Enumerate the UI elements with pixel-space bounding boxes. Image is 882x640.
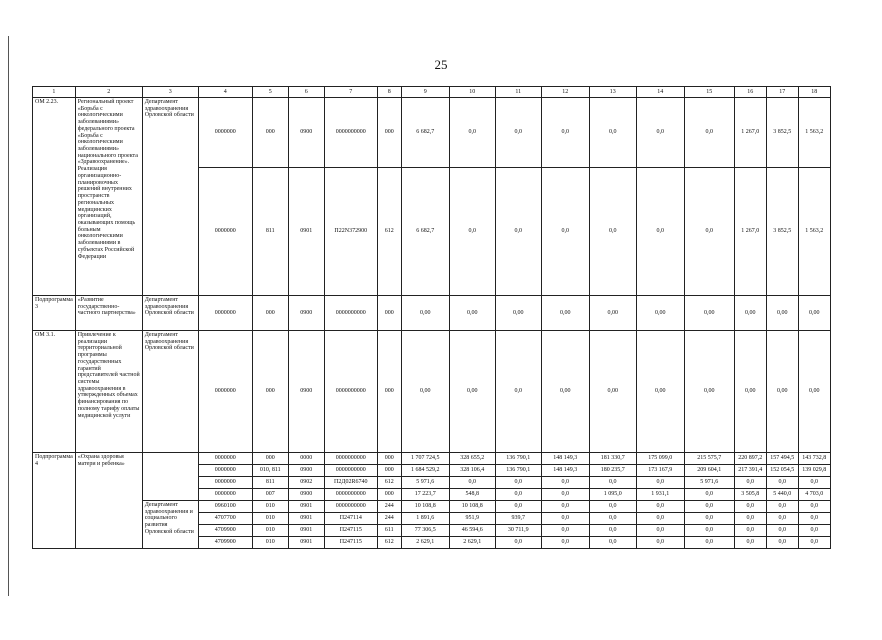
table-cell: 0,0: [495, 168, 541, 296]
table-cell: 30 711,9: [495, 525, 541, 537]
table-cell: 6 682,7: [401, 98, 449, 168]
table-cell: 6 682,7: [401, 168, 449, 296]
group-name: «Развитие государственно-частного партнерства»: [75, 296, 142, 331]
group-executor: Департамент здравоохранения Орловской области: [142, 331, 198, 453]
table-cell: 0900: [288, 331, 324, 453]
table-cell: 0960100: [198, 501, 252, 513]
table-cell: 2 629,1: [449, 537, 495, 549]
table-row: [33, 296, 831, 331]
table-cell: 0,00: [684, 331, 734, 453]
table-cell: 0,0: [495, 331, 541, 453]
table-cell: 0,0: [495, 501, 541, 513]
table-cell: 0,00: [589, 296, 636, 331]
table-cell: 0,0: [541, 477, 589, 489]
table-cell: 77 306,5: [401, 525, 449, 537]
header-cell: 14: [636, 87, 684, 98]
table-cell: 951,9: [449, 513, 495, 525]
table-cell: 0000000: [198, 489, 252, 501]
group-code: ОМ 3.1.: [33, 331, 76, 453]
table-cell: 0,0: [495, 489, 541, 501]
table-cell: 0000000: [198, 331, 252, 453]
group-name: «Охрана здоровья матери и ребенка»: [75, 453, 142, 549]
table-cell: 0,0: [766, 501, 798, 513]
table-cell: 0,0: [541, 168, 589, 296]
table-cell: 0,0: [636, 537, 684, 549]
table-cell: 0,0: [589, 168, 636, 296]
header-cell: 15: [684, 87, 734, 98]
table-cell: 215 575,7: [684, 453, 734, 465]
table-cell: 0,00: [798, 296, 830, 331]
header-cell: 4: [198, 87, 252, 98]
table-cell: 1 931,1: [636, 489, 684, 501]
table-cell: 000: [252, 331, 288, 453]
table-cell: 611: [377, 525, 401, 537]
table-cell: 0,0: [589, 501, 636, 513]
table-cell: П247114: [324, 513, 377, 525]
table-cell: 0901: [288, 537, 324, 549]
table-cell: 010: [252, 501, 288, 513]
table-cell: 0,00: [798, 331, 830, 453]
table-cell: 0,0: [636, 168, 684, 296]
table-cell: 000: [377, 489, 401, 501]
header-cell: 9: [401, 87, 449, 98]
page-number: 25: [434, 57, 448, 72]
header-cell: 13: [589, 87, 636, 98]
table-cell: 0,0: [684, 501, 734, 513]
table-cell: 0,0: [495, 98, 541, 168]
table-cell: 0,0: [798, 477, 830, 489]
table-cell: 173 167,9: [636, 465, 684, 477]
table-row: [33, 501, 831, 513]
table-cell: 0,0: [684, 98, 734, 168]
table-cell: 548,8: [449, 489, 495, 501]
group-code: ОМ 2.23.: [33, 98, 76, 296]
table-cell: 1 707 724,5: [401, 453, 449, 465]
table-cell: 010: [252, 525, 288, 537]
table-cell: П247115: [324, 525, 377, 537]
table-cell: 0,00: [734, 296, 766, 331]
table-cell: 0,00: [401, 331, 449, 453]
table-cell: 0,0: [449, 98, 495, 168]
table-cell: П22N372900: [324, 168, 377, 296]
table-cell: 0000000000: [324, 98, 377, 168]
table-cell: 0,0: [589, 513, 636, 525]
table-cell: 1 095,0: [589, 489, 636, 501]
table-cell: 0,0: [798, 525, 830, 537]
table-cell: 4709900: [198, 525, 252, 537]
table-cell: 0900: [288, 98, 324, 168]
table-cell: 0,0: [495, 477, 541, 489]
table-cell: 0,00: [541, 296, 589, 331]
table-cell: 0,0: [495, 537, 541, 549]
group-code: Подпрограмма 3: [33, 296, 76, 331]
table-cell: 000: [252, 453, 288, 465]
table-cell: 157 494,5: [766, 453, 798, 465]
table-cell: 0,00: [766, 331, 798, 453]
table-cell: 5 971,6: [401, 477, 449, 489]
table-cell: 1 563,2: [798, 168, 830, 296]
table-cell: 3 852,5: [766, 168, 798, 296]
table-cell: 0901: [288, 501, 324, 513]
table-cell: 0901: [288, 525, 324, 537]
table-cell: 328 655,2: [449, 453, 495, 465]
table-cell: 0,00: [589, 331, 636, 453]
header-cell: 8: [377, 87, 401, 98]
table-cell: 1 267,0: [734, 168, 766, 296]
table-cell: 0000000: [198, 98, 252, 168]
table-cell: 0000000000: [324, 489, 377, 501]
table-cell: 0000000000: [324, 296, 377, 331]
table-cell: 0,0: [734, 537, 766, 549]
table-cell: 612: [377, 168, 401, 296]
table-cell: П247115: [324, 537, 377, 549]
table-cell: 612: [377, 477, 401, 489]
table-cell: 0000000: [198, 168, 252, 296]
table-cell: 3 505,8: [734, 489, 766, 501]
table-cell: 0,0: [541, 537, 589, 549]
header-cell: 5: [252, 87, 288, 98]
table-cell: 0,00: [541, 331, 589, 453]
table-cell: 000: [377, 453, 401, 465]
table-row: [33, 453, 831, 465]
table-cell: 244: [377, 501, 401, 513]
table-cell: 0,00: [401, 296, 449, 331]
table-cell: 17 223,7: [401, 489, 449, 501]
table-cell: 328 106,4: [449, 465, 495, 477]
table-cell: 0000000000: [324, 453, 377, 465]
header-cell: 18: [798, 87, 830, 98]
header-row: [33, 87, 831, 98]
header-cell: 3: [142, 87, 198, 98]
table-cell: 0900: [288, 296, 324, 331]
table-cell: 0000000: [198, 477, 252, 489]
group-executor: Департамент здравоохранения Орловской области: [142, 296, 198, 331]
table-cell: 1 684 529,2: [401, 465, 449, 477]
table-cell: 0,0: [684, 513, 734, 525]
scan-edge-line: [8, 36, 9, 596]
table-cell: 0,00: [734, 331, 766, 453]
table-cell: 0,0: [636, 477, 684, 489]
table-cell: 000: [377, 98, 401, 168]
table-cell: 0000000000: [324, 465, 377, 477]
table-cell: 0900: [288, 465, 324, 477]
table-cell: 0000: [288, 453, 324, 465]
table-cell: 0,0: [734, 477, 766, 489]
table-cell: 0,00: [766, 296, 798, 331]
table-cell: 10 108,8: [401, 501, 449, 513]
table-body: [33, 98, 831, 549]
table-cell: 0901: [288, 168, 324, 296]
table-cell: 0,0: [734, 513, 766, 525]
table-cell: 0901: [288, 513, 324, 525]
table-cell: 939,7: [495, 513, 541, 525]
group-executor: Департамент здравоохранения Орловской области: [142, 98, 198, 296]
table-cell: 5 971,6: [684, 477, 734, 489]
group-executor: Департамент здравоохранения и социального развития Орловской области: [142, 501, 198, 549]
table-cell: 0,0: [766, 537, 798, 549]
table-cell: 0,0: [636, 513, 684, 525]
table-cell: 0,0: [589, 525, 636, 537]
table-cell: 007: [252, 489, 288, 501]
table-cell: 0,0: [449, 477, 495, 489]
table-cell: 0,00: [449, 331, 495, 453]
executor-empty-cell: [142, 453, 198, 501]
table-cell: 180 235,7: [589, 465, 636, 477]
table-cell: 10 108,8: [449, 501, 495, 513]
group-name: Привлечение к реализации территориальной программы государственных гарантий представителей частной системы здравоохранения в утвержденных объемах финансирования по полному тарифу оплаты медицинской услуги: [75, 331, 142, 453]
table-cell: 46 594,6: [449, 525, 495, 537]
table-cell: 1 267,0: [734, 98, 766, 168]
table-row: [33, 98, 831, 168]
table-cell: 0,0: [589, 98, 636, 168]
table-row: [33, 331, 831, 453]
table-cell: 0902: [288, 477, 324, 489]
table-cell: 010: [252, 513, 288, 525]
table-cell: 0000000: [198, 296, 252, 331]
table-cell: 4707700: [198, 513, 252, 525]
table-cell: 136 790,1: [495, 465, 541, 477]
table-cell: 3 852,5: [766, 98, 798, 168]
table-cell: 209 604,1: [684, 465, 734, 477]
table-cell: 0,00: [495, 296, 541, 331]
table-cell: 0,0: [636, 98, 684, 168]
table-cell: 000: [377, 465, 401, 477]
table-cell: 181 330,7: [589, 453, 636, 465]
table-cell: 811: [252, 168, 288, 296]
table-cell: 0,0: [684, 168, 734, 296]
table-cell: 143 732,8: [798, 453, 830, 465]
table-cell: 0,0: [798, 501, 830, 513]
table-cell: 244: [377, 513, 401, 525]
header-cell: 6: [288, 87, 324, 98]
table-cell: 0,0: [684, 489, 734, 501]
table-cell: 0000000: [198, 465, 252, 477]
table-cell: 0,0: [589, 537, 636, 549]
table-cell: 136 790,1: [495, 453, 541, 465]
table-cell: 0000000000: [324, 331, 377, 453]
header-cell: 16: [734, 87, 766, 98]
table-cell: 0,0: [541, 98, 589, 168]
table-cell: 5 440,0: [766, 489, 798, 501]
table-cell: 2 629,1: [401, 537, 449, 549]
table-cell: 0,0: [541, 489, 589, 501]
table-cell: 0,00: [684, 296, 734, 331]
table-cell: 0,0: [734, 525, 766, 537]
table-cell: 0,0: [541, 525, 589, 537]
header-cell: 11: [495, 87, 541, 98]
header-cell: 17: [766, 87, 798, 98]
header-cell: 7: [324, 87, 377, 98]
header-cell: 12: [541, 87, 589, 98]
table-cell: 0,0: [541, 501, 589, 513]
table-cell: 0,0: [798, 537, 830, 549]
header-cell: 2: [75, 87, 142, 98]
table-cell: 0,00: [636, 296, 684, 331]
table-cell: 1 891,6: [401, 513, 449, 525]
table-cell: 148 149,3: [541, 453, 589, 465]
table-cell: 0,0: [449, 168, 495, 296]
table-cell: 217 391,4: [734, 465, 766, 477]
table-cell: 000: [377, 296, 401, 331]
group-name: Региональный проект «Борьба с онкологическими заболеваниями» федерального проекта «Борьба с онкологическими заболеваниями» национального проекта «Здравоохранение». Реализация организационно-планировочных решений внутренних пространств региональных медицинских организаций, оказывающих помощь больным онкологическими заболеваниями в субъектах Российской Федерации: [75, 98, 142, 296]
group-code: Подпрограмма 4: [33, 453, 76, 549]
table-cell: 0,0: [684, 525, 734, 537]
table-cell: 0,0: [766, 525, 798, 537]
table-cell: 0,0: [766, 477, 798, 489]
table-cell: 148 149,3: [541, 465, 589, 477]
table-cell: 0,0: [589, 477, 636, 489]
table-cell: 1 563,2: [798, 98, 830, 168]
table-cell: П2Д02R6740: [324, 477, 377, 489]
header-cell: 10: [449, 87, 495, 98]
table-cell: 175 099,0: [636, 453, 684, 465]
table-cell: 4709900: [198, 537, 252, 549]
table-cell: 000: [252, 98, 288, 168]
budget-table: [32, 86, 831, 549]
table-cell: 612: [377, 537, 401, 549]
table-cell: 0,0: [734, 501, 766, 513]
table-cell: 0,0: [684, 537, 734, 549]
table-cell: 220 897,2: [734, 453, 766, 465]
table-cell: 0000000000: [324, 501, 377, 513]
table-cell: 0,00: [449, 296, 495, 331]
table-cell: 0,00: [636, 331, 684, 453]
header-cell: 1: [33, 87, 76, 98]
table-cell: 0900: [288, 489, 324, 501]
table-cell: 0,0: [636, 501, 684, 513]
table-cell: 0,0: [636, 525, 684, 537]
table-cell: 010: [252, 537, 288, 549]
table-cell: 152 054,5: [766, 465, 798, 477]
table-cell: 0,0: [541, 513, 589, 525]
table-cell: 000: [252, 296, 288, 331]
table-cell: 010, 811: [252, 465, 288, 477]
table-cell: 4 703,0: [798, 489, 830, 501]
table-cell: 0000000: [198, 453, 252, 465]
table-cell: 0,0: [798, 513, 830, 525]
table-cell: 000: [377, 331, 401, 453]
table-cell: 139 029,8: [798, 465, 830, 477]
table-cell: 811: [252, 477, 288, 489]
table-cell: 0,0: [766, 513, 798, 525]
